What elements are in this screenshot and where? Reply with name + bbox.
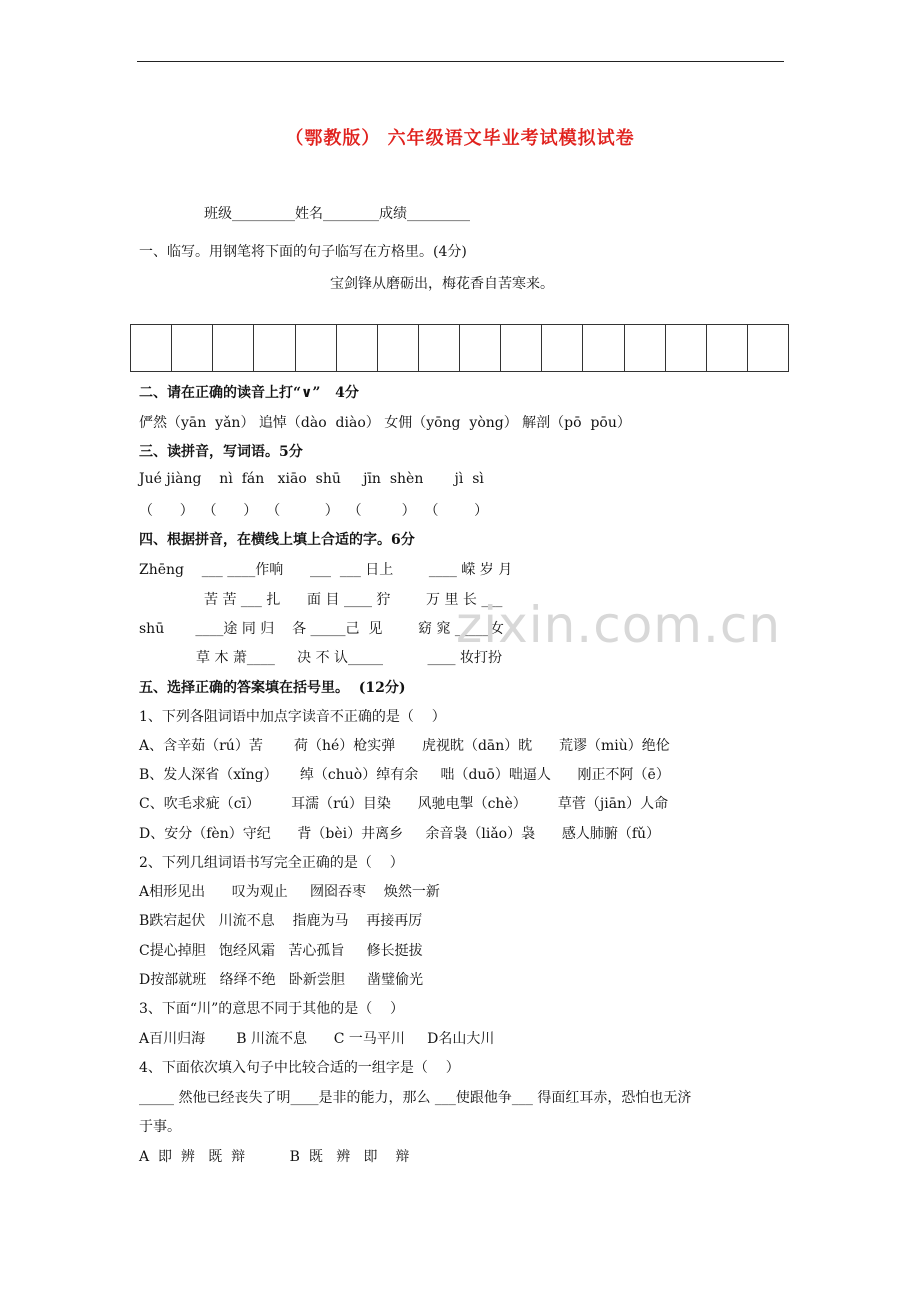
question-1-option-d: D、安分（fèn）守纪 背（bèi）井离乡 余音袅（liǎo）袅 感人肺腑（fǔ） [139, 826, 661, 842]
grid-cell [625, 325, 666, 371]
grid-cell [254, 325, 295, 371]
section-3-brackets: （ ） （ ） （ ） （ ） （ ） [139, 503, 489, 519]
grid-cell [748, 325, 788, 371]
question-2: 2、下列几组词语书写完全正确的是（ ） [139, 855, 404, 871]
question-1-option-c: C、吹毛求疵（cī） 耳濡（rú）目染 风驰电掣（chè） 草菅（jiān）人命 [139, 796, 669, 812]
grid-cell [419, 325, 460, 371]
grid-cell [583, 325, 624, 371]
grid-cell [378, 325, 419, 371]
question-2-option-c: C提心掉胆 饱经风霜 苦心孤旨 修长挺拔 [139, 943, 423, 959]
student-info-line: 班级_________姓名________成绩_________ [204, 206, 470, 222]
grid-cell [172, 325, 213, 371]
watermark: zixin.com.cn [456, 596, 782, 654]
question-2-option-a: A相形见出 叹为观止 囫囵吞枣 焕然一新 [139, 884, 440, 900]
copy-sentence: 宝剑锋从磨砺出，梅花香自苦寒来。 [330, 276, 554, 292]
question-1-option-b: B、发人深省（xǐng） 绰（chuò）绰有余 咄（duō）咄逼人 刚正不阿（ē） [139, 767, 670, 783]
section-4-row4: 草 木 萧____ 决 不 认_____ ____ 妆打扮 [196, 650, 503, 666]
section-5-heading: 五、选择正确的答案填在括号里。 (12分) [139, 680, 406, 696]
grid-cell [131, 325, 172, 371]
grid-cell [296, 325, 337, 371]
section-4-heading: 四、根据拼音，在横线上填上合适的字。6分 [139, 532, 415, 548]
question-3-options: A百川归海 B 川流不息 C 一马平川 D名山大川 [139, 1031, 495, 1047]
section-4-row1: Zhēng ___ ____作响 ___ ___ 日上 ____ 嵘 岁 月 [139, 562, 513, 578]
section-1-heading: 一、临写。用钢笔将下面的句子临写在方格里。(4分) [139, 244, 467, 260]
grid-cell [213, 325, 254, 371]
question-4-sentence-end: 于事。 [139, 1119, 181, 1135]
page-title: （鄂教版） 六年级语文毕业考试模拟试卷 [285, 128, 635, 149]
section-4-row3: shū ____途 同 归 各 _____己 见 窈 窕 _____女 [139, 621, 504, 637]
grid-cell [542, 325, 583, 371]
grid-cell [337, 325, 378, 371]
question-4-sentence: _____ 然他已经丧失了明____是非的能力，那么 ___使跟他争___ 得面红耳赤，恐怕也无济 [139, 1090, 692, 1106]
section-2-heading: 二、请在正确的读音上打“∨” 4分 [139, 385, 359, 401]
grid-cell [501, 325, 542, 371]
question-4-options: A 即 辨 既 辩 B 既 辨 即 辩 [139, 1149, 410, 1165]
question-3: 3、下面“川”的意思不同于其他的是（ ） [139, 1001, 405, 1017]
grid-cell [666, 325, 707, 371]
question-1-option-a: A、含辛茹（rú）苦 荷（hé）枪实弹 虎视眈（dān）眈 荒谬（miù）绝伦 [139, 738, 670, 754]
section-3-pinyin: Jué jiàng nì fán xiāo shū jīn shèn jì sì [139, 471, 484, 487]
section-2-line: 俨然（yān yǎn） 追悼（dào diào） 女佣（yōng yòng） 解剖（pō pōu） [139, 415, 631, 431]
question-1: 1、下列各阻词语中加点字读音不正确的是（ ） [139, 709, 446, 725]
writing-grid [130, 324, 789, 372]
question-2-option-d: D按部就班 络绎不绝 卧新尝胆 凿璧偷光 [139, 972, 424, 988]
top-rule [137, 61, 784, 62]
section-4-row2: 苦 苦 ___ 扎 面 目 ____ 狞 万 里 长 ___ [204, 592, 503, 608]
grid-cell [460, 325, 501, 371]
section-3-heading: 三、读拼音，写词语。5分 [139, 444, 303, 460]
question-4: 4、下面依次填入句子中比较合适的一组字是（ ） [139, 1060, 460, 1076]
grid-cell [707, 325, 748, 371]
question-2-option-b: B跌宕起伏 川流不息 指鹿为马 再接再厉 [139, 913, 423, 929]
